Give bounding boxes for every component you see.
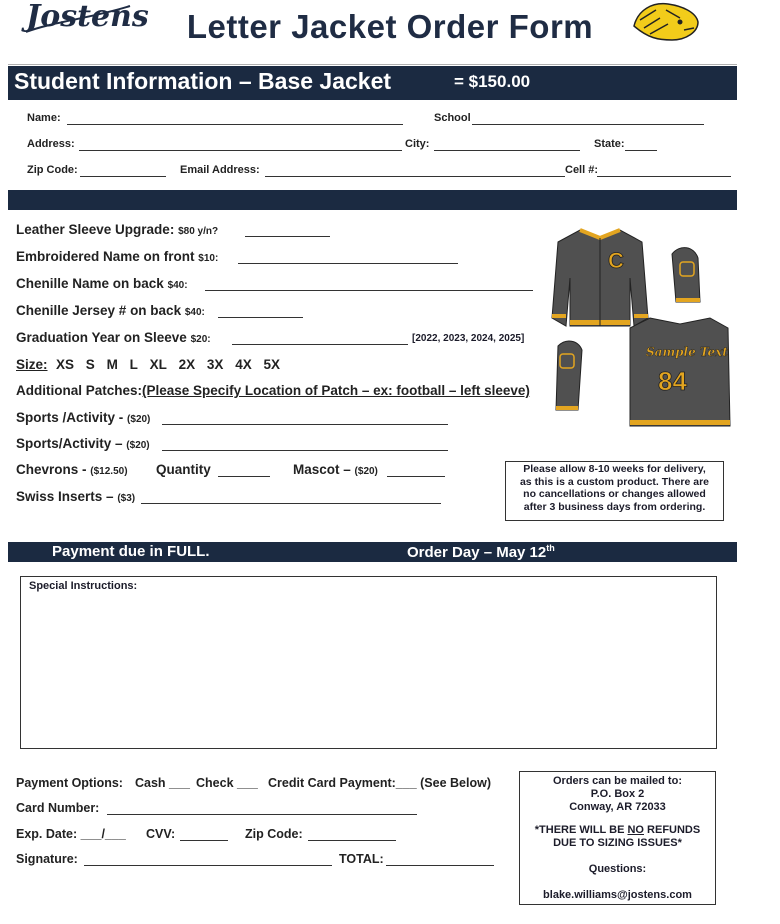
notice-line: Please allow 8-10 weeks for delivery, <box>523 463 706 475</box>
chenille-name-label <box>16 276 188 291</box>
chenille-name-text: Chenille Name on back <box>16 276 164 291</box>
jacket-back-number: 84 <box>658 366 687 396</box>
size-option-2x[interactable]: 2X <box>178 357 196 372</box>
size-option-s[interactable]: S <box>85 357 95 372</box>
sports2-field[interactable] <box>162 450 448 451</box>
sports1-label <box>16 410 150 425</box>
grad-year-label <box>16 330 211 345</box>
swiss-inserts-label <box>16 489 135 504</box>
name-label: Name: <box>27 112 61 124</box>
contact-email-link[interactable]: blake.williams@jostens.com <box>543 889 692 901</box>
mascot-lion-icon <box>628 0 702 44</box>
sports2-label <box>16 436 150 451</box>
size-option-m[interactable]: M <box>106 357 118 372</box>
state-field[interactable] <box>625 150 657 151</box>
embroidered-name-field[interactable] <box>238 263 458 264</box>
mailing-po-box: P.O. Box 2 <box>590 788 645 800</box>
swiss-inserts-price: ($3) <box>117 493 136 504</box>
size-option-3x[interactable]: 3X <box>206 357 224 372</box>
swiss-inserts-field[interactable] <box>141 503 441 504</box>
special-instructions-label: Special Instructions: <box>29 580 138 592</box>
leather-upgrade-label <box>16 222 218 237</box>
mailing-line: Orders can be mailed to: <box>553 775 682 787</box>
delivery-notice <box>505 461 724 521</box>
payment-due-text: Payment due in FULL. <box>52 543 210 560</box>
card-number-label: Card Number: <box>16 801 100 815</box>
student-info-header <box>8 66 737 100</box>
chenille-name-field[interactable] <box>205 290 533 291</box>
page-title: Letter Jacket Order Form <box>186 8 594 45</box>
signature-label: Signature: <box>16 852 78 866</box>
total-label: TOTAL: <box>339 852 384 866</box>
embroidered-name-label <box>16 249 218 264</box>
jacket-sleeve <box>556 341 582 410</box>
size-option-4x[interactable]: 4X <box>235 357 252 372</box>
letter-jacket-illustration <box>538 222 732 434</box>
grad-year-options: [2022, 2023, 2024, 2025] <box>412 333 525 344</box>
size-option-5x[interactable]: 5X <box>263 357 280 372</box>
leather-upgrade-text: Leather Sleeve Upgrade: <box>16 222 175 237</box>
chenille-jersey-price: $40: <box>184 307 205 318</box>
sports1-price: ($20) <box>127 414 151 425</box>
cell-field[interactable] <box>597 176 731 177</box>
payment-zip-field[interactable] <box>308 840 396 841</box>
exp-date-field[interactable]: Exp. Date: ___/___ <box>16 827 126 841</box>
order-day-text <box>407 543 555 561</box>
school-field[interactable] <box>472 124 704 125</box>
email-label: Email Address: <box>180 164 260 176</box>
jacket-back-script: Sample Text <box>646 345 728 359</box>
school-label: School <box>434 112 471 124</box>
mascot-label <box>293 462 378 477</box>
mailing-city: Conway, AR 72033 <box>569 801 666 813</box>
embroidered-name-text: Embroidered Name on front <box>16 249 195 264</box>
swiss-inserts-text: Swiss Inserts – <box>16 489 114 504</box>
zip-field[interactable] <box>80 176 166 177</box>
chenille-name-price: $40: <box>167 280 188 291</box>
quantity-field[interactable] <box>218 476 270 477</box>
refund-pre: *THERE WILL BE <box>534 824 628 836</box>
grad-year-field[interactable] <box>232 344 408 345</box>
order-day-suffix: th <box>546 543 555 553</box>
chevrons-text: Chevrons - <box>16 462 87 477</box>
zip-label: Zip Code: <box>27 164 78 176</box>
jacket-front <box>552 230 648 326</box>
payment-options-label: Payment Options: <box>16 776 123 790</box>
cvv-label: CVV: <box>146 827 176 841</box>
size-options <box>56 357 280 372</box>
refund-no: NO <box>627 824 644 836</box>
base-price: = $150.00 <box>454 72 531 91</box>
notice-line: after 3 business days from ordering. <box>523 500 706 513</box>
sports2-price: ($20) <box>126 440 150 451</box>
jacket-letter: C <box>608 248 624 273</box>
email-field[interactable] <box>265 176 565 177</box>
chevrons-label <box>16 462 128 477</box>
signature-field[interactable] <box>84 865 332 866</box>
notice-line: no cancellations or changes allowed <box>523 488 706 500</box>
address-label: Address: <box>27 138 75 150</box>
sports1-field[interactable] <box>162 424 448 425</box>
order-day-label: Order Day – May 12 <box>407 544 547 561</box>
grad-year-text: Graduation Year on Sleeve <box>16 330 187 345</box>
grad-year-price: $20: <box>190 334 211 345</box>
patches-label: Additional Patches: <box>16 383 143 398</box>
cash-option[interactable]: Cash ___ <box>135 776 190 790</box>
mascot-text: Mascot – <box>293 462 351 477</box>
jacket-side <box>672 248 700 302</box>
special-instructions-box[interactable] <box>20 576 717 749</box>
payment-bar <box>8 542 737 562</box>
sports1-text: Sports /Activity - <box>16 410 124 425</box>
header-rule <box>8 64 737 65</box>
name-field[interactable] <box>67 124 403 125</box>
leather-upgrade-field[interactable] <box>245 236 330 237</box>
mailing-info-box <box>519 771 716 905</box>
size-option-l[interactable]: L <box>129 357 138 372</box>
leather-upgrade-price: $80 y/n? <box>178 226 219 237</box>
patches-row <box>16 383 530 398</box>
refund-notice-2: DUE TO SIZING ISSUES* <box>553 837 682 849</box>
student-info-heading: Student Information – Base Jacket <box>14 68 392 94</box>
size-row <box>16 357 48 372</box>
svg-text:Jostens: Jostens <box>26 0 149 34</box>
mascot-field[interactable] <box>387 476 445 477</box>
state-label: State: <box>594 138 625 150</box>
city-field[interactable] <box>434 150 580 151</box>
address-field[interactable] <box>79 150 402 151</box>
patches-hint: (Please Specify Location of Patch – ex: football – left sleeve) <box>142 383 530 398</box>
cell-label: Cell #: <box>565 164 599 176</box>
mascot-price: ($20) <box>354 466 378 477</box>
quantity-label: Quantity <box>156 462 211 477</box>
sports2-text: Sports/Activity – <box>16 436 123 451</box>
payment-zip-label: Zip Code: <box>245 827 303 841</box>
section-divider-bar <box>8 190 737 210</box>
refund-notice <box>520 824 715 837</box>
size-option-xs[interactable]: XS <box>56 357 75 372</box>
check-option[interactable]: Check ___ <box>196 776 258 790</box>
questions-label: Questions: <box>588 863 647 875</box>
cvv-field[interactable] <box>180 840 228 841</box>
credit-option[interactable]: Credit Card Payment:___ (See Below) <box>268 776 491 790</box>
embroidered-name-price: $10: <box>198 253 219 264</box>
card-number-field[interactable] <box>107 814 417 815</box>
chevrons-price: ($12.50) <box>90 466 128 477</box>
city-label: City: <box>405 138 430 150</box>
jacket-back <box>630 318 730 426</box>
chenille-jersey-text: Chenille Jersey # on back <box>16 303 182 318</box>
refund-post: REFUNDS <box>643 824 701 836</box>
chenille-jersey-field[interactable] <box>218 317 303 318</box>
chenille-jersey-label <box>16 303 205 318</box>
size-label: Size: <box>16 357 48 372</box>
total-field[interactable] <box>386 865 494 866</box>
size-option-xl[interactable]: XL <box>149 357 167 372</box>
notice-line: as this is a custom product. There are <box>519 475 710 488</box>
